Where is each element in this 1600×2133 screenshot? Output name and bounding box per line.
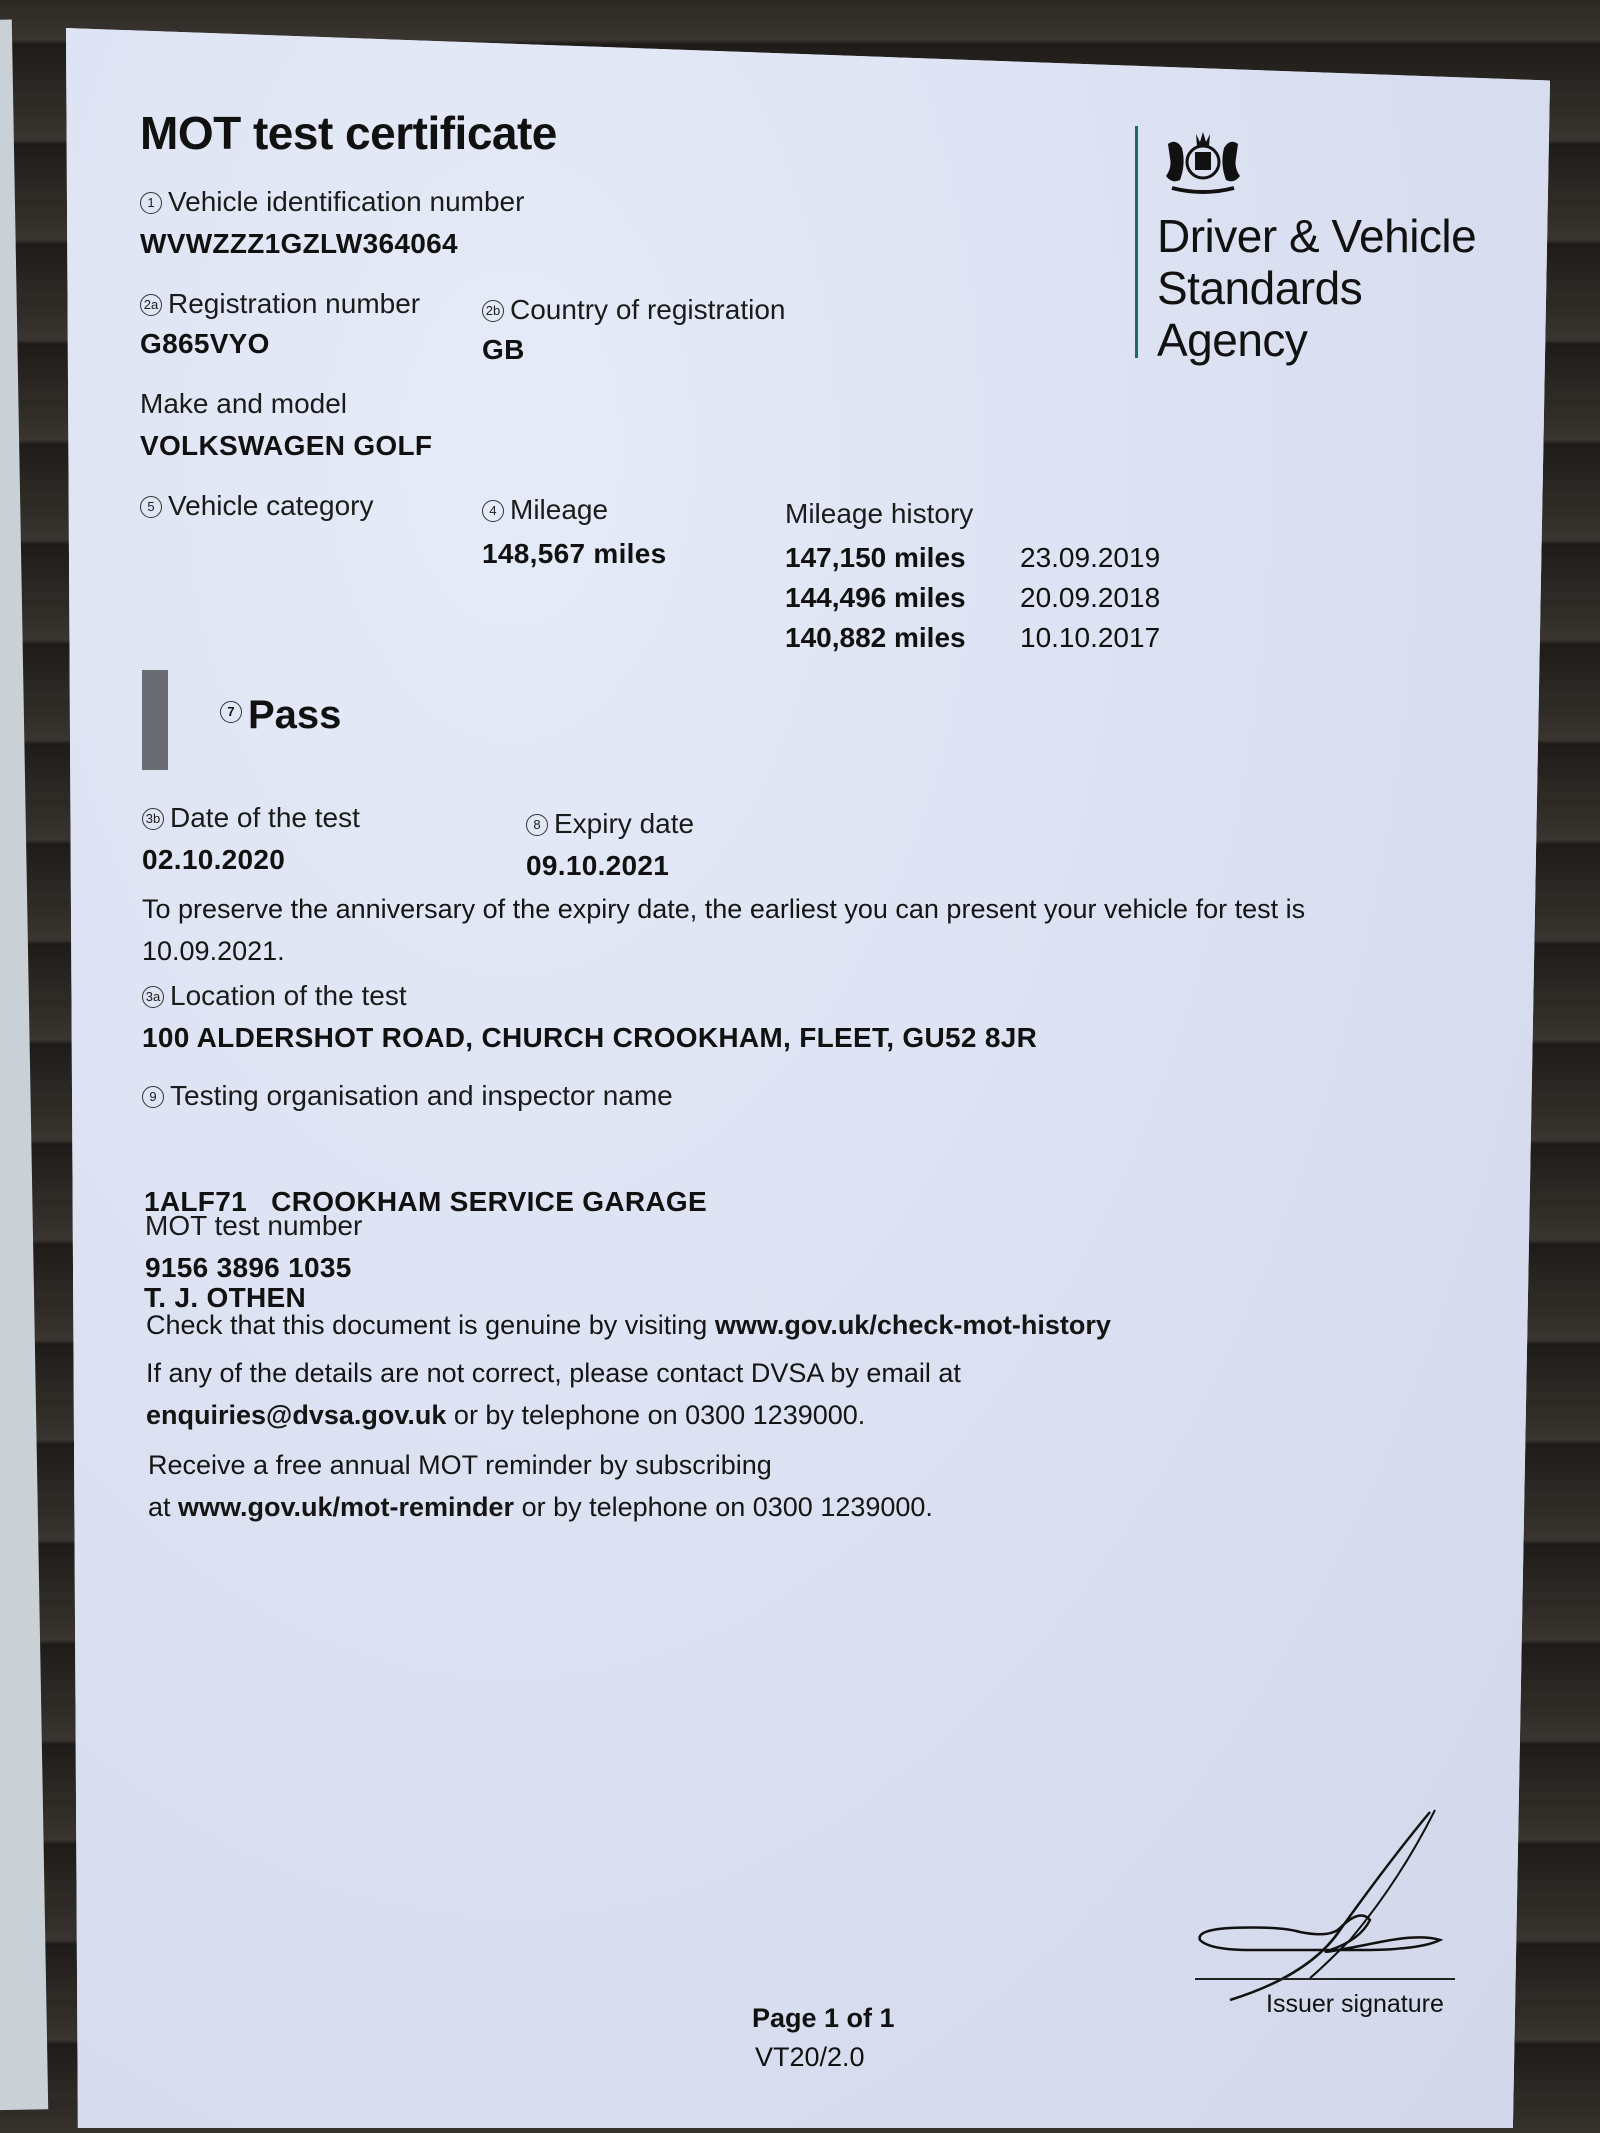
vin-value: WVWZZZ1GZLW364064 [140,228,458,259]
issuer-signature [1190,1800,1470,2015]
mileage-history-row: 144,496 miles 20.09.2018 [785,582,1161,613]
page-title: MOT test certificate [140,107,557,159]
field-number: 9 [142,1086,164,1108]
field-number: 2b [482,300,504,322]
country-label: 2b Country of registration [482,294,785,326]
dvsa-line-2: Standards [1157,262,1363,314]
vin-label: 1 Vehicle identification number [140,186,524,218]
mileage-value: 148,567 miles [482,538,667,569]
test-date-value: 02.10.2020 [142,844,286,875]
page-number: Page 1 of 1 [752,2003,895,2033]
field-number: 2a [140,294,162,316]
registration-label: 2a Registration number [140,288,420,320]
mileage-label: 4 Mileage [482,494,608,526]
field-number: 8 [526,814,548,836]
test-number-label: MOT test number [145,1210,363,1241]
field-number: 4 [482,500,504,522]
field-number: 7 [220,701,242,723]
registration-value: G865VYO [140,328,270,359]
mot-reminder-link[interactable]: www.gov.uk/mot-reminder [178,1492,515,1522]
country-value: GB [482,334,525,365]
vehicle-category-label: 5 Vehicle category [140,490,373,522]
test-number-value: 9156 3896 1035 [145,1252,352,1283]
expiry-date-value: 09.10.2021 [526,850,670,881]
field-number: 3a [142,986,164,1008]
mileage-history-label: Mileage history [785,498,974,529]
adjacent-sheet [0,20,48,2111]
dvsa-email-link[interactable]: enquiries@dvsa.gov.uk [146,1400,447,1430]
contact-text: If any of the details are not correct, please contact DVSA by email at enquiries@dvsa.gov.uk or by telephone on 0300 1239000. [146,1358,961,1430]
location-label: 3a Location of the test [142,980,407,1012]
field-number: 5 [140,496,162,518]
check-mot-history-link[interactable]: www.gov.uk/check-mot-history [714,1310,1111,1340]
expiry-date-label: 8 Expiry date [526,808,694,840]
signature-label: Issuer signature [1266,1990,1444,2018]
signature-line [1195,1978,1455,1980]
make-model-value: VOLKSWAGEN GOLF [140,430,433,461]
result-bar [142,670,168,770]
reminder-text: Receive a free annual MOT reminder by subscribing at www.gov.uk/mot-reminder or by telephone on 0300 1239000. [148,1450,933,1522]
location-value: 100 ALDERSHOT ROAD, CHURCH CROOKHAM, FLEET, GU52 8JR [142,1022,1038,1053]
test-result: 7 Pass [220,693,341,738]
mileage-history-row: 147,150 miles 23.09.2019 [785,542,1161,573]
organisation-label: 9 Testing organisation and inspector name [142,1080,673,1112]
field-number: 3b [142,808,164,830]
royal-coat-of-arms-icon [1156,124,1250,200]
make-model-label: Make and model [140,388,348,419]
dvsa-line-1: Driver & Vehicle [1157,210,1477,262]
check-genuine-text: Check that this document is genuine by visiting www.gov.uk/check-mot-history [146,1310,1111,1340]
preserve-note: To preserve the anniversary of the expiry date, the earliest you can present your vehicle for test is 10.09.2021. [142,894,1306,966]
dvsa-logo-text [1157,210,1476,366]
dvsa-rule [1135,126,1138,358]
form-code: VT20/2.0 [755,2042,865,2072]
dvsa-line-3: Agency [1157,314,1308,366]
organisation-value: 1ALF71 CROOKHAM SERVICE GARAGE T. J. OTHEN [144,1186,707,1313]
mileage-history-row: 140,882 miles 10.10.2017 [785,622,1161,653]
test-date-label: 3b Date of the test [142,802,360,834]
field-number: 1 [140,192,162,214]
